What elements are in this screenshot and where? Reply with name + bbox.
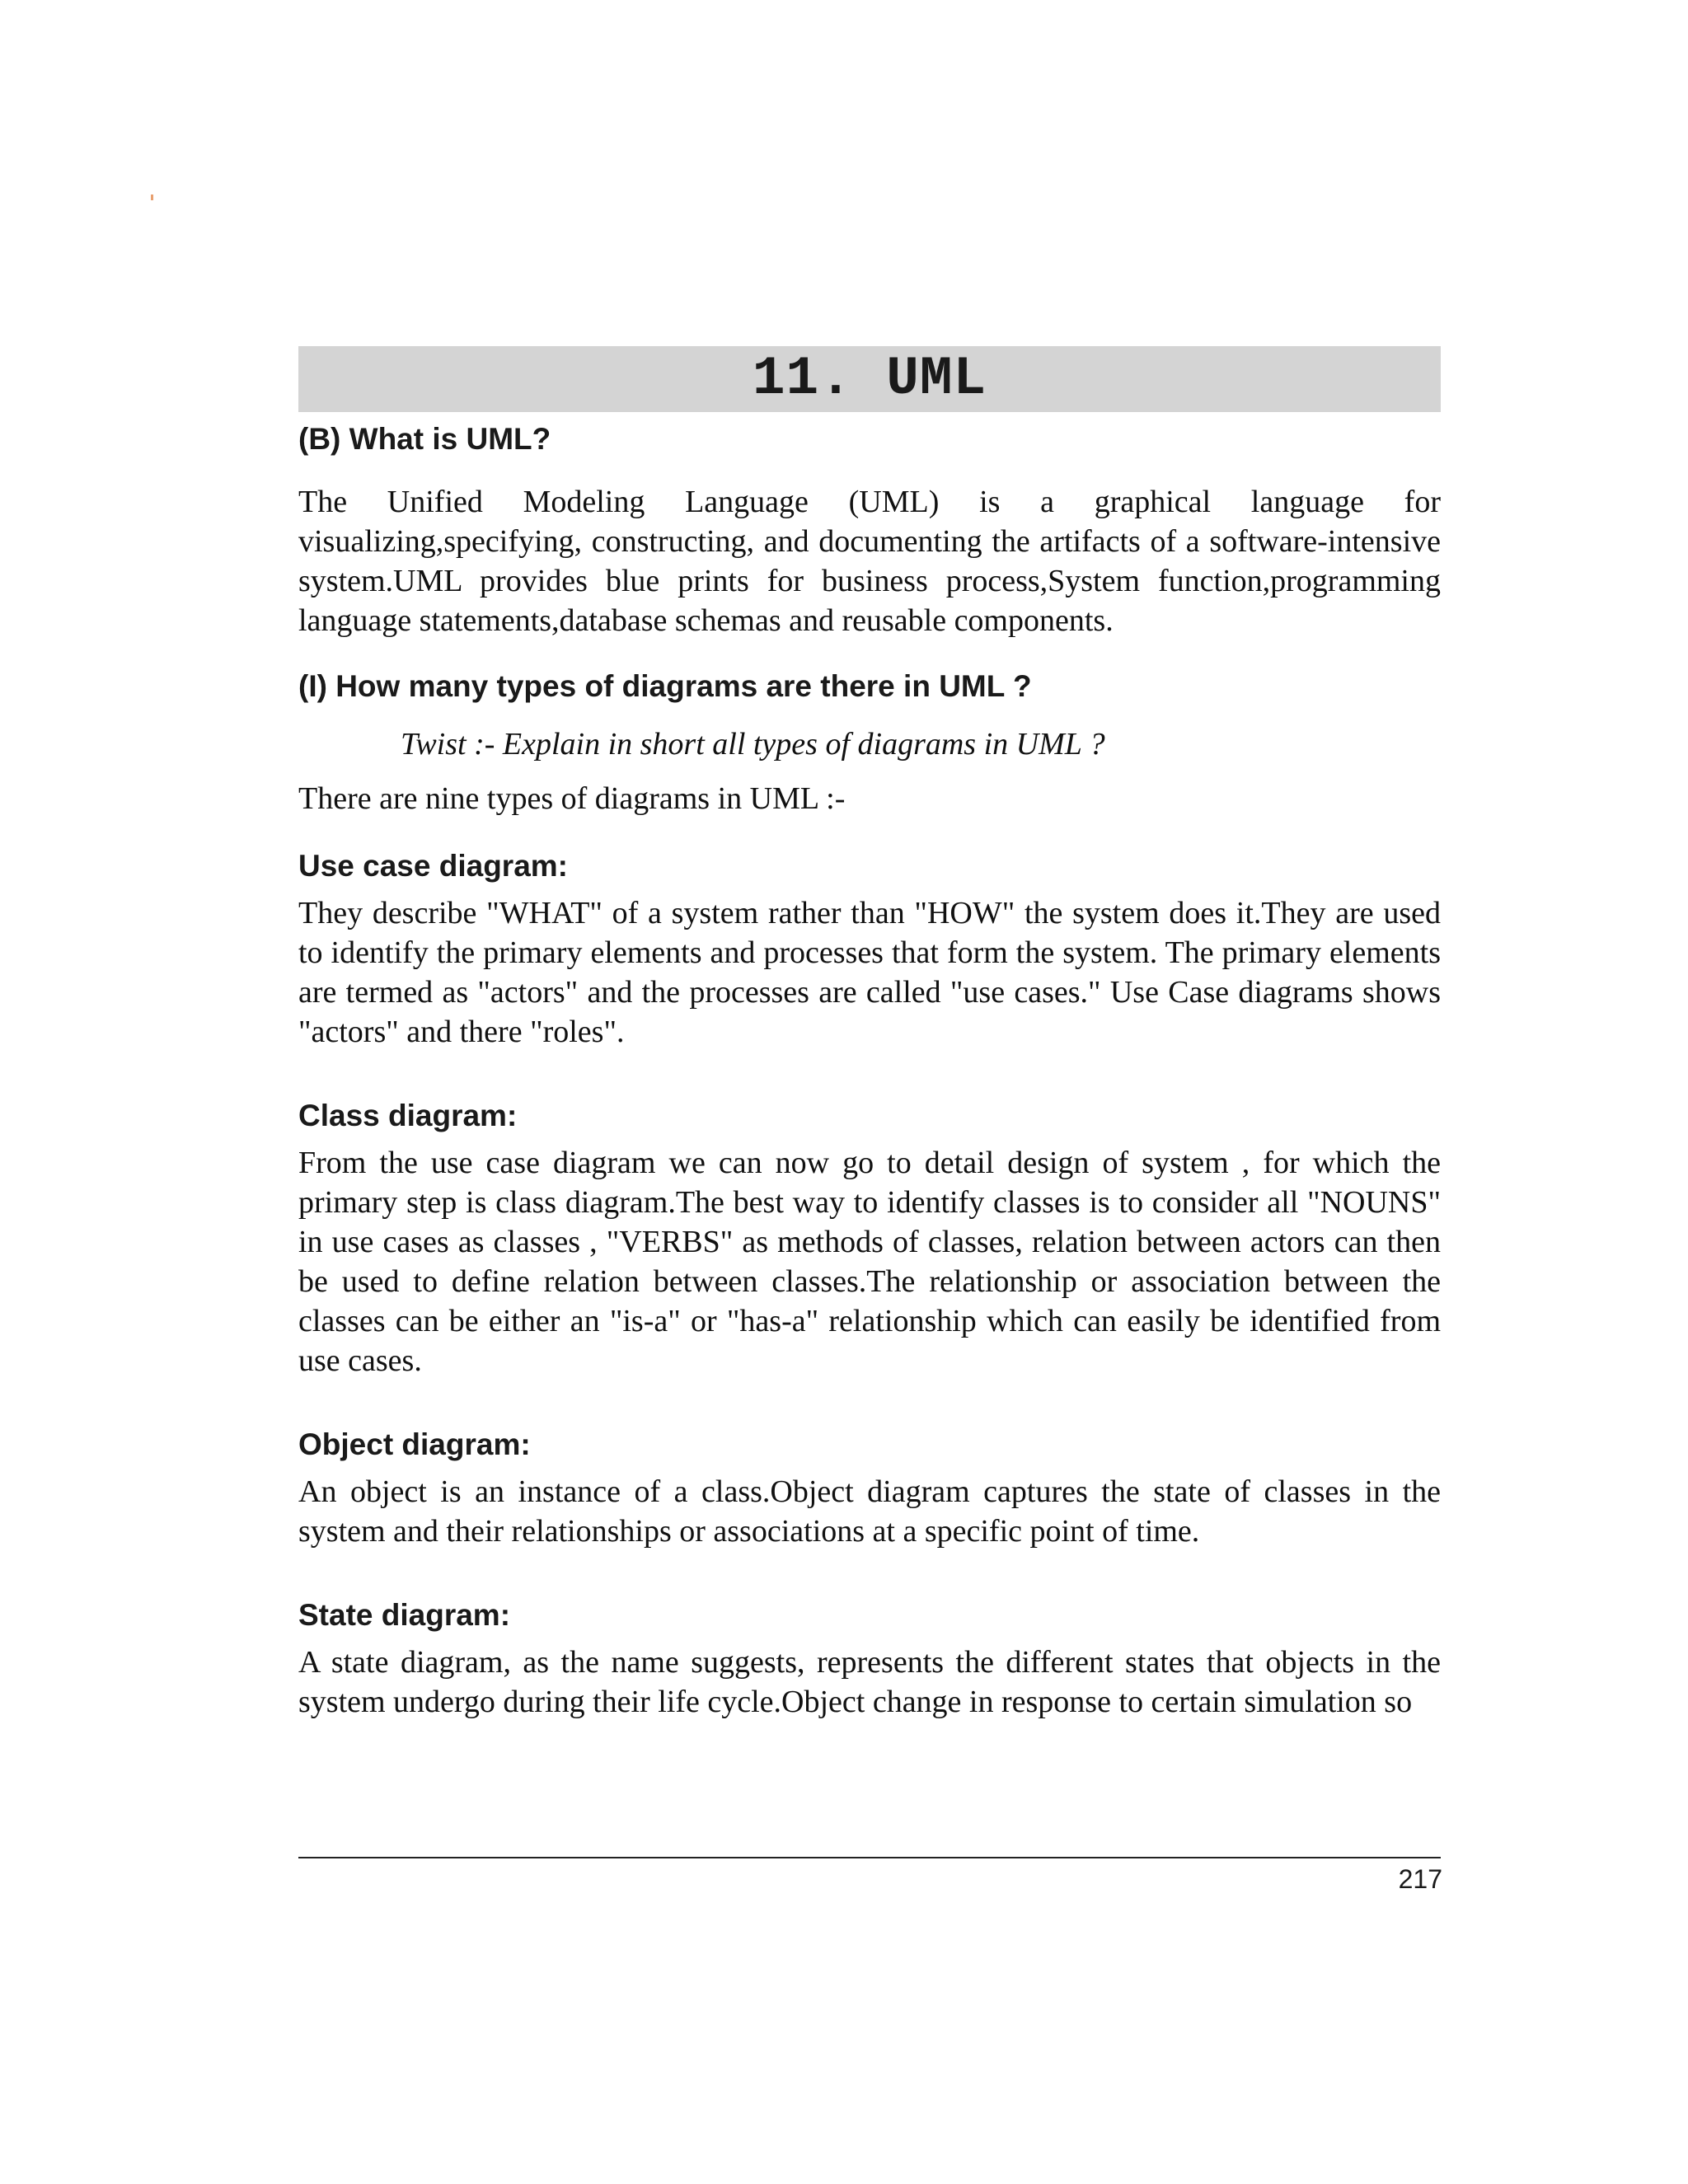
chapter-title: 11. UML — [752, 348, 987, 410]
page-number: 217 — [1398, 1864, 1442, 1894]
question-b-heading: (B) What is UML? — [298, 422, 551, 456]
section-heading-state: State diagram: — [298, 1598, 511, 1632]
scan-mark — [151, 194, 153, 200]
footer-divider — [298, 1857, 1441, 1858]
section-text-use-case: They describe "WHAT" of a system rather than "HOW" the system does it.They are used to identify the primary elements and processes that form the system. The primary elements are termed as "actors" and the processes are called "use cases." Use Case diagrams shows "actors" and there "roles". — [298, 896, 1441, 1049]
question-i-heading: (I) How many types of diagrams are there in UML ? — [298, 669, 1032, 703]
page-content — [298, 346, 1441, 1722]
twist-question: Twist :- Explain in short all types of diagrams in UML ? — [401, 727, 1105, 762]
section-text-class: From the use case diagram we can now go to detail design of system , for which the primary step is class diagram.The best way to identify classes is to consider all "NOUNS" in use cases as classes , "VERBS" as methods of classes, relation between actors can then be used to define relation between classes.The relationship or association between the classes can be either an "is-a" or "has-a" relationship which can easily be identified from use cases. — [298, 1146, 1441, 1378]
question-b-answer: The Unified Modeling Language (UML) is a graphical language for visualizing,specifying, constructing, and documenting the artifacts of a software-intensive system.UML provides blue prints for business process,System function,programming language statements,database schemas and reusable components. — [298, 485, 1441, 638]
section-heading-use-case: Use case diagram: — [298, 849, 569, 883]
section-text-state: A state diagram, as the name suggests, represents the different states that objects in the system undergo during their life cycle.Object change in response to certain simulation so — [298, 1645, 1441, 1719]
section-heading-object: Object diagram: — [298, 1427, 531, 1461]
diagram-types-intro: There are nine types of diagrams in UML :- — [298, 781, 846, 816]
section-text-object: An object is an instance of a class.Object diagram captures the state of classes in the system and their relationships or associations at a specific point of time. — [298, 1474, 1441, 1549]
chapter-title-banner — [298, 346, 1441, 412]
section-heading-class: Class diagram: — [298, 1099, 518, 1132]
